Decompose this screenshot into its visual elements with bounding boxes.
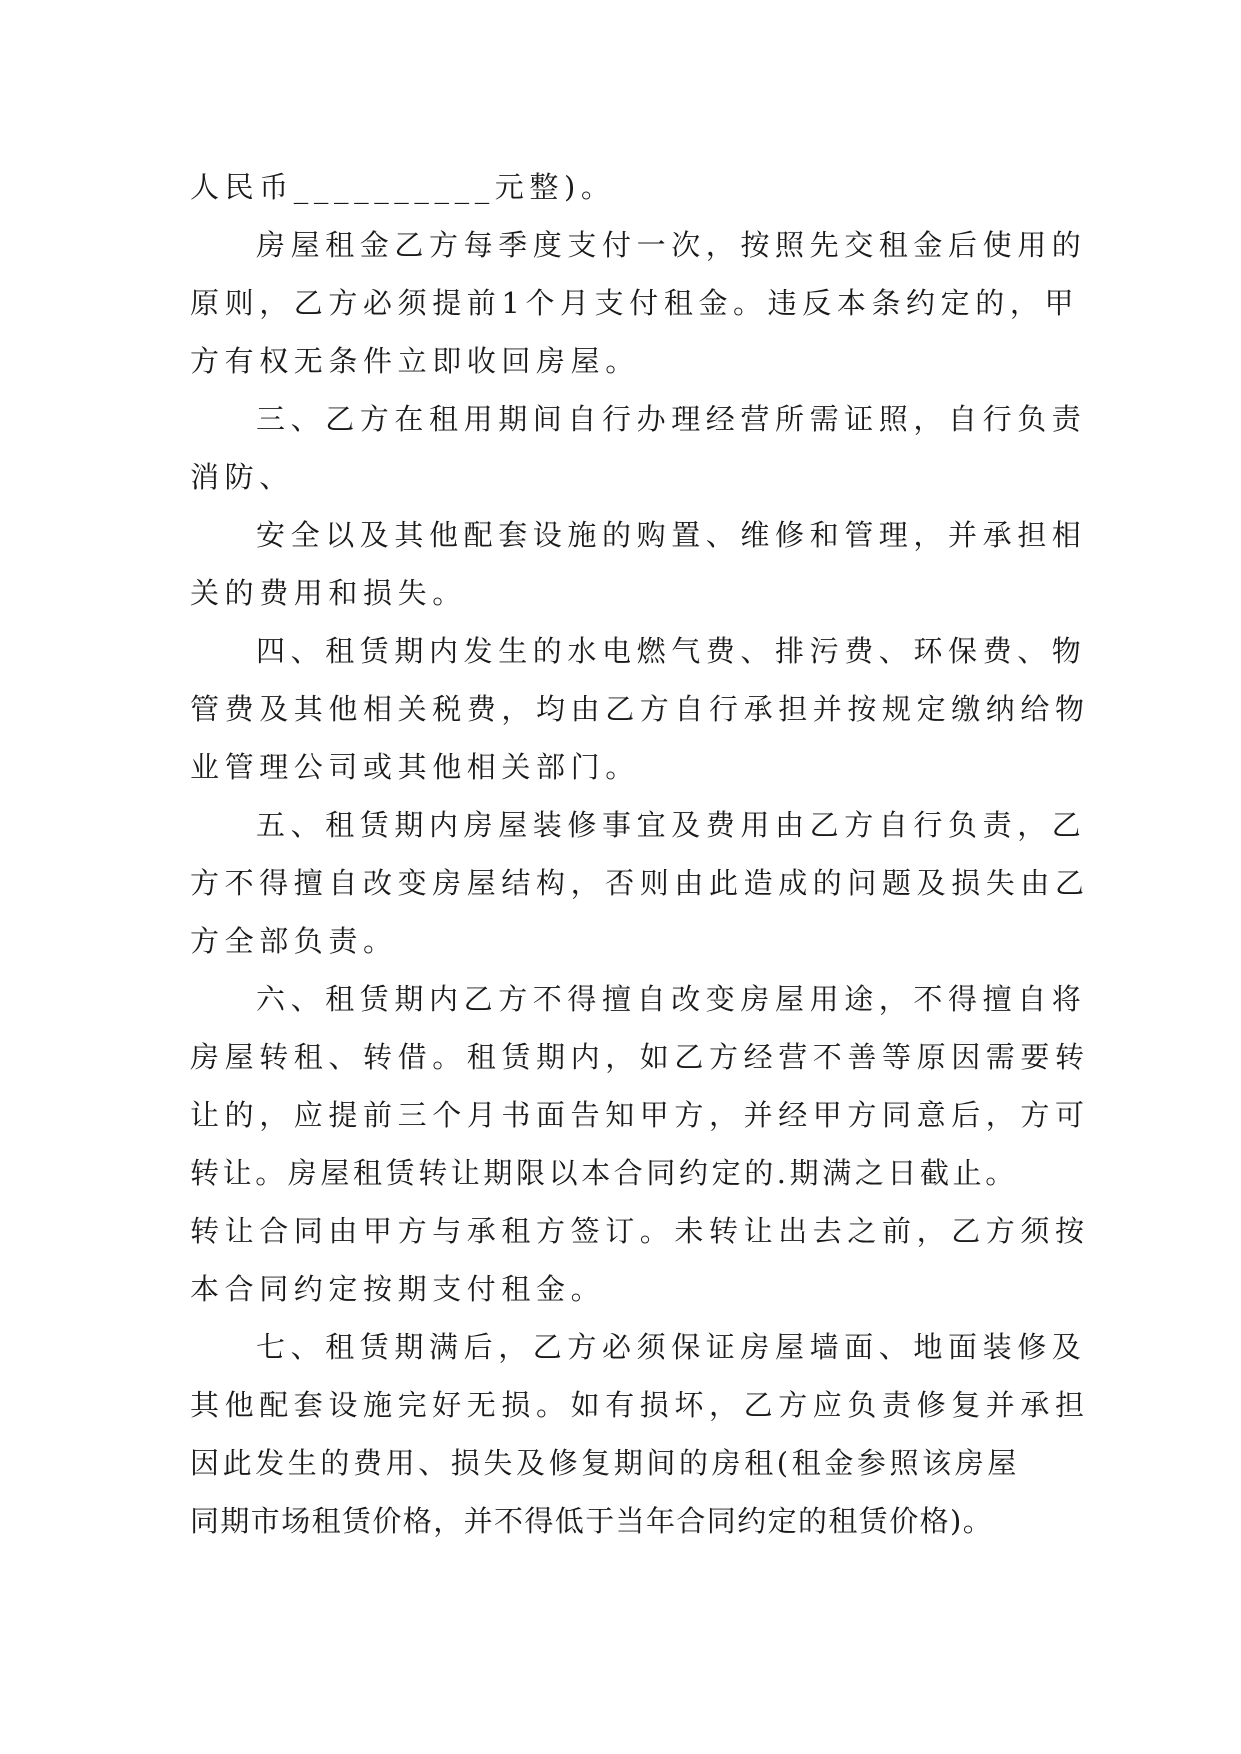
text-line-24: 同期市场租赁价格，并不得低于当年合同约定的租赁价格)。 — [190, 1504, 994, 1538]
text-line-6: 消防、 — [190, 460, 294, 494]
text-line-3: 原则，乙方必须提前1个月支付租金。违反本条约定的，甲 — [190, 286, 1080, 320]
text-line-23: 因此发生的费用、损失及修复期间的房租(租金参照该房屋 — [190, 1446, 1020, 1480]
text-line-11: 业管理公司或其他相关部门。 — [190, 750, 640, 784]
text-line-2: 房屋租金乙方每季度支付一次，按照先交租金后使用的 — [256, 228, 1087, 262]
text-line-18: 转让。房屋租赁转让期限以本合同约定的.期满之日截止。 — [190, 1156, 1018, 1190]
text-line-5: 三、乙方在租用期间自行办理经营所需证照，自行负责 — [256, 402, 1087, 436]
text-line-20: 本合同约定按期支付租金。 — [190, 1272, 606, 1306]
text-line-15: 六、租赁期内乙方不得擅自改变房屋用途，不得擅自将 — [256, 982, 1087, 1016]
text-line-8: 关的费用和损失。 — [190, 576, 467, 610]
text-line-21: 七、租赁期满后，乙方必须保证房屋墙面、地面装修及 — [256, 1330, 1087, 1364]
text-line-17: 让的，应提前三个月书面告知甲方，并经甲方同意后，方可 — [190, 1098, 1090, 1132]
text-line-9: 四、租赁期内发生的水电燃气费、排污费、环保费、物 — [256, 634, 1087, 668]
text-line-19: 转让合同由甲方与承租方签订。未转让出去之前，乙方须按 — [190, 1214, 1090, 1248]
text-line-4: 方有权无条件立即收回房屋。 — [190, 344, 640, 378]
text-line-12: 五、租赁期内房屋装修事宜及费用由乙方自行负责，乙 — [256, 808, 1087, 842]
document-body — [190, 158, 1090, 1550]
text-line-13: 方不得擅自改变房屋结构，否则由此造成的问题及损失由乙 — [190, 866, 1090, 900]
text-line-1: 人民币__________元整)。 — [190, 170, 616, 204]
text-line-7: 安全以及其他配套设施的购置、维修和管理，并承担相 — [256, 518, 1087, 552]
text-line-22: 其他配套设施完好无损。如有损坏，乙方应负责修复并承担 — [190, 1388, 1090, 1422]
text-line-16: 房屋转租、转借。租赁期内，如乙方经营不善等原因需要转 — [190, 1040, 1090, 1074]
text-line-10: 管费及其他相关税费，均由乙方自行承担并按规定缴纳给物 — [190, 692, 1090, 726]
text-line-14: 方全部负责。 — [190, 924, 398, 958]
